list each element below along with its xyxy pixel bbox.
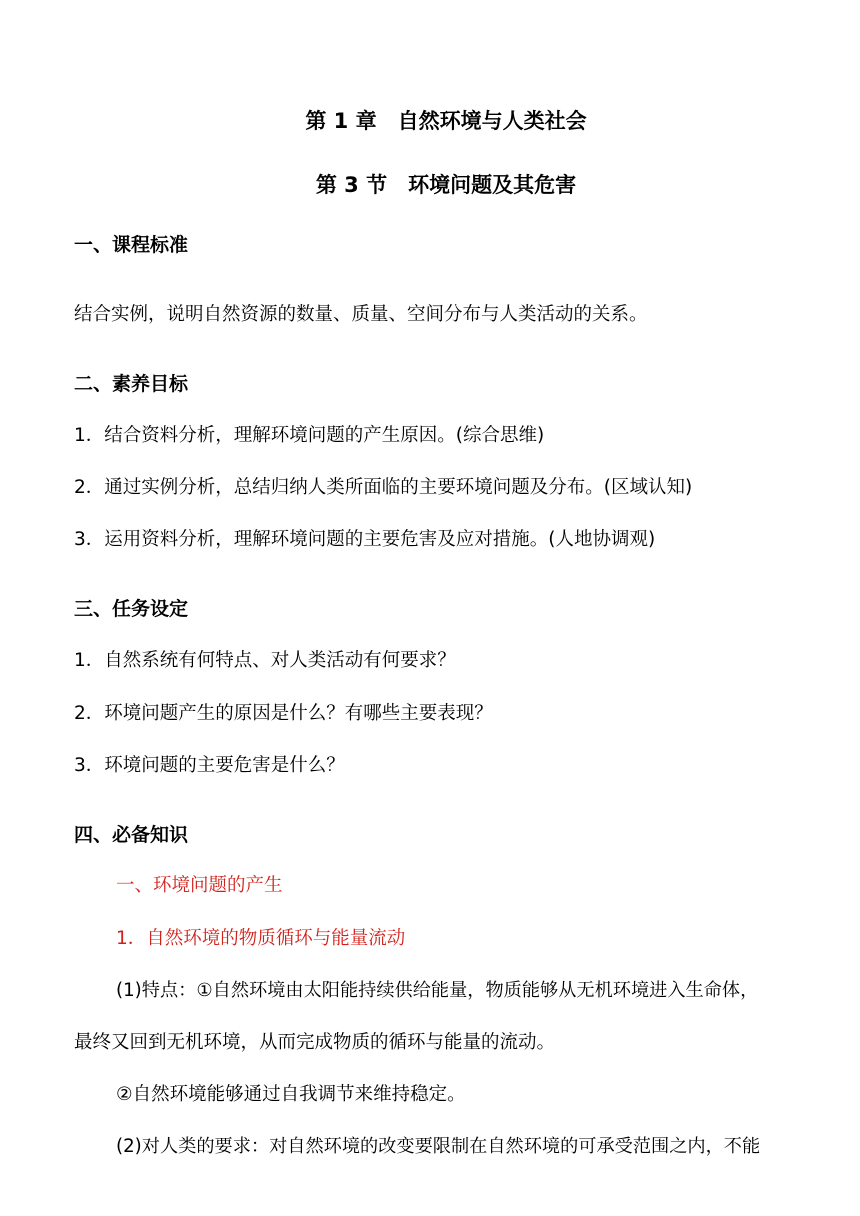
chapter-title: 第 1 章 自然环境与人类社会 [305, 109, 587, 133]
task-item-1: 1．自然系统有何特点、对人类活动有何要求？ [74, 650, 456, 671]
paragraph-1-line-2: 最终又回到无机环境，从而完成物质的循环与能量的流动。 [74, 1032, 556, 1053]
section-title: 第 3 节 环境问题及其危害 [315, 173, 577, 197]
goal-item-1: 1．结合资料分析，理解环境问题的产生原因。(综合思维) [74, 425, 545, 446]
goals-heading: 二、素养目标 [74, 373, 189, 395]
task-item-2: 2．环境问题产生的原因是什么？有哪些主要表现？ [74, 703, 493, 724]
task-item-3: 3．环境问题的主要危害是什么？ [74, 755, 345, 776]
knowledge-heading: 四、必备知识 [74, 824, 189, 846]
curriculum-heading: 一、课程标准 [74, 234, 189, 256]
paragraph-2: ②自然环境能够通过自我调节来维持稳定。 [116, 1084, 466, 1105]
curriculum-text: 结合实例，说明自然资源的数量、质量、空间分布与人类活动的关系。 [74, 304, 648, 325]
paragraph-3: (2)对人类的要求：对自然环境的改变要限制在自然环境的可承受范围之内，不能 [116, 1136, 761, 1157]
knowledge-subheading: 一、环境问题的产生 [116, 875, 283, 896]
goal-item-3: 3．运用资料分析，理解环境问题的主要危害及应对措施。(人地协调观) [74, 529, 656, 550]
goal-item-2: 2．通过实例分析，总结归纳人类所面临的主要环境问题及分布。(区域认知) [74, 477, 693, 498]
paragraph-1-line-1: (1)特点：①自然环境由太阳能持续供给能量，物质能够从无机环境进入生命体， [116, 980, 759, 1001]
tasks-heading: 三、任务设定 [74, 598, 189, 620]
knowledge-point-title: 1．自然环境的物质循环与能量流动 [116, 928, 406, 949]
